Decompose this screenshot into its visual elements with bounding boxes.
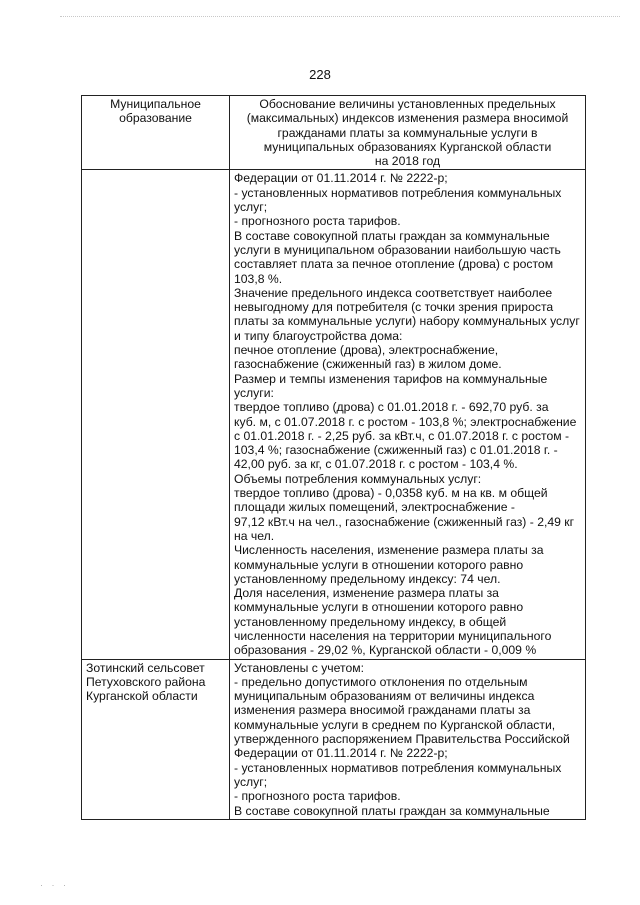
- table-row: [82, 659, 586, 819]
- justification-line: 103,4 %; газоснабжение (сжиженный газ) с 01.01.2018 г. -: [234, 443, 558, 458]
- justification-cell: [230, 659, 586, 819]
- header-justification: [230, 96, 586, 170]
- justification-line: - предельно допустимого отклонения по отдельным: [234, 674, 528, 689]
- justification-line: - установленных нормативов потребления коммунальных: [234, 185, 562, 200]
- justification-line: услуги в муниципальном образовании наибольшую часть: [234, 242, 561, 257]
- justification-line: платы за коммунальные услуги) набору коммунальных услуг: [234, 314, 580, 329]
- table-header-row: [82, 96, 586, 170]
- justification-line: - установленных нормативов потребления коммунальных: [234, 760, 562, 775]
- scan-edge-line: [60, 16, 620, 17]
- justification-line: численности населения на территории муниципального: [234, 628, 552, 643]
- justification-line: установленному предельному индексу, в общей: [234, 614, 507, 629]
- header-line: на 2018 год: [374, 154, 441, 169]
- header-line: Обоснование величины установленных предельных: [259, 97, 556, 111]
- justification-line: твердое топливо (дрова) - 0,0358 куб. м на кв. м общей: [234, 486, 548, 501]
- header-line: Муниципальное: [110, 97, 201, 111]
- justification-line: муниципальным образованиям от величины индекса: [234, 689, 535, 704]
- justification-line: 42,00 руб. за кг, с 01.07.2018 г. с ростом - 103,4 %.: [234, 457, 518, 472]
- justification-line: установленному предельному индексу: 74 чел.: [234, 571, 501, 586]
- justification-line: куб. м, с 01.07.2018 г. с ростом - 103,8 %; электроснабжение: [234, 414, 577, 429]
- justification-line: Значение предельного индекса соответствует наиболее: [234, 285, 553, 300]
- justification-cell: [230, 170, 586, 659]
- municipality-line: Зотинский сельсовет: [86, 660, 205, 675]
- justification-line: услуг;: [234, 200, 268, 215]
- justification-line: Федерации от 01.11.2014 г. № 2222-р;: [234, 746, 448, 761]
- scan-artifact: · · ·: [40, 880, 69, 890]
- justification-line: - прогнозного роста тарифов.: [234, 214, 401, 229]
- justification-line: В составе совокупной платы граждан за коммунальные: [234, 228, 550, 243]
- justification-line: газоснабжение (сжиженный газ) в жилом доме.: [234, 357, 502, 372]
- justification-line: Федерации от 01.11.2014 г. № 2222-р;: [234, 171, 448, 186]
- justification-line: коммунальные услуги в среднем по Курганской области,: [234, 717, 556, 732]
- justification-line: утвержденного распоряжением Правительства Российской: [234, 732, 570, 747]
- table-row: [82, 170, 586, 659]
- justification-line: твердое топливо (дрова) с 01.01.2018 г. - 692,70 руб. за: [234, 400, 549, 415]
- header-municipality: [82, 96, 230, 170]
- justification-line: коммунальные услуги в отношении которого равно: [234, 600, 524, 615]
- justification-line: Численность населения, изменение размера платы за: [234, 543, 544, 558]
- justification-line: 97,12 кВт.ч на чел., газоснабжение (сжиженный газ) - 2,49 кг: [234, 514, 575, 529]
- justification-line: составляет плата за печное отопление (дрова) с ростом: [234, 257, 554, 272]
- justification-line: площади жилых помещений, электроснабжение -: [234, 500, 515, 515]
- justification-line: изменения размера вносимой гражданами платы за: [234, 703, 531, 718]
- justification-line: невыгодному для потребителя (с точки зрения прироста: [234, 300, 554, 315]
- justification-line: - прогнозного роста тарифов.: [234, 789, 401, 804]
- header-line: (максимальных) индексов изменения размера вносимой: [246, 111, 569, 126]
- municipality-line: Курганской области: [86, 689, 198, 704]
- justification-line: Размер и темпы изменения тарифов на коммунальные: [234, 371, 548, 386]
- justification-line: Установлены с учетом:: [234, 660, 364, 675]
- justification-line: услуги:: [234, 385, 274, 400]
- justification-line: с 01.01.2018 г. - 2,25 руб. за кВт.ч, с 01.07.2018 г. с ростом -: [234, 428, 570, 443]
- justification-line: печное отопление (дрова), электроснабжение,: [234, 343, 499, 358]
- header-line: образование: [119, 111, 192, 126]
- justification-line: В составе совокупной платы граждан за коммунальные: [234, 803, 550, 818]
- justification-line: на чел.: [234, 528, 275, 543]
- header-line: муниципальных образованиях Курганской области: [263, 139, 552, 154]
- justification-line: 103,8 %.: [234, 271, 283, 286]
- municipality-line: Петуховского района: [86, 674, 206, 689]
- justification-line: услуг;: [234, 774, 268, 789]
- tariff-index-table: [81, 95, 586, 820]
- justification-line: коммунальные услуги в отношении которого равно: [234, 557, 524, 572]
- municipality-cell: [82, 659, 230, 819]
- header-line: гражданами платы за коммунальные услуги в: [277, 125, 538, 140]
- page-number: 228: [309, 67, 331, 82]
- justification-line: Объемы потребления коммунальных услуг:: [234, 471, 482, 486]
- municipality-cell: [82, 170, 230, 659]
- justification-line: Доля населения, изменение размера платы за: [234, 586, 499, 601]
- justification-line: и типу благоустройства дома:: [234, 328, 403, 343]
- justification-line: образования - 29,02 %, Курганской области - 0,009 %: [234, 643, 537, 658]
